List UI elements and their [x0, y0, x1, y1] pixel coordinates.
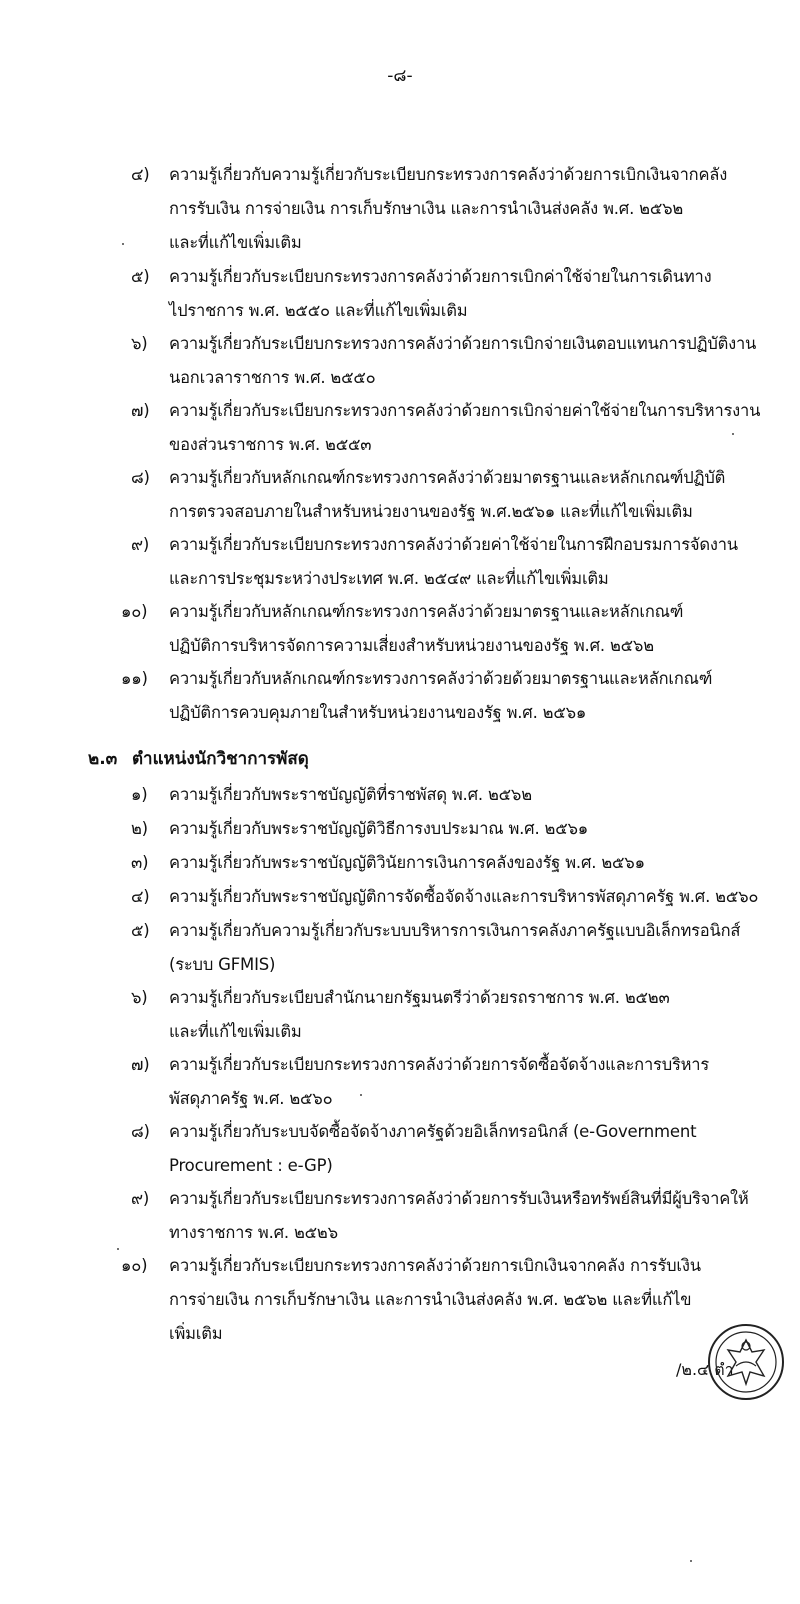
item-text-line: ความรู้เกี่ยวกับระเบียบกระทรวงการคลังว่าด้วยค่าใช้จ่ายในการฝึกอบรมการจัดงาน [169, 535, 738, 554]
item-text-line: ความรู้เกี่ยวกับระเบียบกระทรวงการคลังว่าด้วยการเบิกค่าใช้จ่ายในการเดินทาง [169, 267, 712, 286]
item-number: ๒) [131, 819, 148, 838]
item-number: ๖) [131, 988, 148, 1007]
item-number: ๔) [131, 887, 150, 906]
item-number: ๕) [131, 267, 150, 286]
list-item [131, 461, 791, 529]
list-item [131, 1115, 791, 1183]
item-text-line: ความรู้เกี่ยวกับระบบจัดซื้อจัดจ้างภาครัฐด้วยอิเล็กทรอนิกส์ (e-Government [169, 1122, 697, 1141]
page-number: -๘- [387, 66, 413, 86]
item-text-line: ของส่วนราชการ พ.ศ. ๒๕๕๓ [169, 435, 372, 454]
item-text-line: ความรู้เกี่ยวกับระเบียบสำนักนายกรัฐมนตรีว่าด้วยรถราชการ พ.ศ. ๒๕๒๓ [169, 988, 670, 1007]
item-text-line: ความรู้เกี่ยวกับระเบียบกระทรวงการคลังว่าด้วยการจัดซื้อจัดจ้างและการบริหาร [169, 1055, 710, 1074]
item-text-line: ความรู้เกี่ยวกับระเบียบกระทรวงการคลังว่าด้วยการเบิกเงินจากคลัง การรับเงิน [169, 1256, 701, 1275]
item-text-line: ความรู้เกี่ยวกับระเบียบกระทรวงการคลังว่าด้วยการรับเงินหรือทรัพย์สินที่มีผู้บริจาคให้ [169, 1189, 749, 1208]
item-text [169, 880, 791, 914]
item-text [169, 812, 791, 846]
item-text-line: นอกเวลาราชการ พ.ศ. ๒๕๕๐ [169, 368, 376, 387]
scan-speck [117, 1248, 119, 1250]
list-item [121, 1249, 791, 1351]
item-text-line: ความรู้เกี่ยวกับความรู้เกี่ยวกับระเบียบกระทรวงการคลังว่าด้วยการเบิกเงินจากคลัง [169, 165, 728, 184]
item-text [169, 461, 791, 529]
item-text-line: ความรู้เกี่ยวกับระเบียบกระทรวงการคลังว่าด้วยการเบิกจ่ายเงินตอบแทนการปฏิบัติงาน [169, 334, 757, 353]
item-text-line: ความรู้เกี่ยวกับพระราชบัญญัติที่ราชพัสดุ พ.ศ. ๒๕๖๒ [169, 785, 532, 804]
item-text-line: การตรวจสอบภายในสำหรับหน่วยงานของรัฐ พ.ศ.๒๕๖๑ และที่แก้ไขเพิ่มเติม [169, 502, 693, 521]
item-text-line: Procurement : e-GP) [169, 1156, 333, 1175]
item-text-line: ความรู้เกี่ยวกับความรู้เกี่ยวกับระบบบริหารการเงินการคลังภาครัฐแบบอิเล็กทรอนิกส์ [169, 921, 741, 940]
list-item [131, 812, 791, 846]
list-item [131, 528, 791, 596]
item-text-line: เพิ่มเติม [169, 1324, 223, 1343]
item-text [169, 846, 791, 880]
item-number: ๔) [131, 165, 150, 184]
item-text-line: ความรู้เกี่ยวกับพระราชบัญญัติวิธีการงบประมาณ พ.ศ. ๒๕๖๑ [169, 819, 589, 838]
list-item [131, 981, 791, 1049]
item-number: ๙) [131, 1189, 150, 1208]
item-text-line: ความรู้เกี่ยวกับหลักเกณฑ์กระทรวงการคลังว่าด้วยมาตรฐานและหลักเกณฑ์ปฏิบัติ [169, 468, 726, 487]
item-text-line: และที่แก้ไขเพิ่มเติม [169, 233, 302, 252]
item-number: ๓) [131, 853, 149, 872]
item-number: ๗) [131, 401, 150, 420]
list-item [131, 158, 791, 260]
list-item [131, 914, 791, 982]
item-text-line: การรับเงิน การจ่ายเงิน การเก็บรักษาเงิน และการนำเงินส่งคลัง พ.ศ. ๒๕๖๒ [169, 199, 684, 218]
item-text-line: ทางราชการ พ.ศ. ๒๕๒๖ [169, 1223, 338, 1242]
list-item [131, 778, 791, 812]
item-text-line: ปฏิบัติการควบคุมภายในสำหรับหน่วยงานของรัฐ พ.ศ. ๒๕๖๑ [169, 703, 587, 722]
item-text [169, 914, 791, 982]
item-number: ๕) [131, 921, 150, 940]
item-number: ๗) [131, 1055, 150, 1074]
list-item [131, 394, 791, 462]
list-item [131, 260, 791, 328]
item-text-line: ปฏิบัติการบริหารจัดการความเสี่ยงสำหรับหน่วยงานของรัฐ พ.ศ. ๒๕๖๒ [169, 636, 654, 655]
item-text [169, 528, 791, 596]
item-text-line: และที่แก้ไขเพิ่มเติม [169, 1022, 302, 1041]
scan-speck [732, 433, 734, 435]
section-heading [88, 742, 309, 776]
item-number: ๑๐) [121, 1256, 148, 1275]
item-number: ๖) [131, 334, 148, 353]
list-item [131, 1182, 791, 1250]
item-text [169, 981, 791, 1049]
list-item [131, 1048, 791, 1116]
item-number: ๑๑) [121, 669, 148, 688]
item-text [169, 595, 791, 663]
item-text [169, 394, 791, 462]
item-text-line: ความรู้เกี่ยวกับพระราชบัญญัติการจัดซื้อจัดจ้างและการบริหารพัสดุภาครัฐ พ.ศ. ๒๕๖๐ [169, 887, 759, 906]
item-text-line: ไปราชการ พ.ศ. ๒๕๕๐ และที่แก้ไขเพิ่มเติม [169, 301, 468, 320]
item-text [169, 1249, 791, 1351]
item-text-line: ความรู้เกี่ยวกับหลักเกณฑ์กระทรวงการคลังว่าด้วยด้วยมาตรฐานและหลักเกณฑ์ [169, 669, 713, 688]
list-item [121, 662, 791, 730]
item-number: ๑) [131, 785, 148, 804]
list-item [121, 595, 791, 663]
official-seal-stamp [706, 1322, 786, 1402]
item-text [169, 1182, 791, 1250]
item-text [169, 158, 791, 260]
item-number: ๙) [131, 535, 150, 554]
item-number: ๘) [131, 468, 150, 487]
item-number: ๘) [131, 1122, 150, 1141]
item-text-line: ความรู้เกี่ยวกับพระราชบัญญัติวินัยการเงินการคลังของรัฐ พ.ศ. ๒๕๖๑ [169, 853, 645, 872]
item-number: ๑๐) [121, 602, 148, 621]
continuation-reference: /๒.๔ ตำ [676, 1360, 734, 1379]
item-text [169, 1115, 791, 1183]
item-text [169, 662, 791, 730]
list-item [131, 846, 791, 880]
item-text [169, 260, 791, 328]
item-text-line: พัสดุภาครัฐ พ.ศ. ๒๕๖๐ [169, 1089, 333, 1108]
section-title: ตำแหน่งนักวิชาการพัสดุ [132, 749, 309, 769]
item-text-line: ความรู้เกี่ยวกับหลักเกณฑ์กระทรวงการคลังว่าด้วยมาตรฐานและหลักเกณฑ์ [169, 602, 684, 621]
scan-speck [690, 1560, 692, 1562]
item-text [169, 327, 791, 395]
list-item [131, 880, 791, 914]
item-text-line: การจ่ายเงิน การเก็บรักษาเงิน และการนำเงินส่งคลัง พ.ศ. ๒๕๖๒ และที่แก้ไข [169, 1290, 692, 1309]
scan-speck [122, 243, 124, 245]
section-number: ๒.๓ [88, 749, 118, 769]
item-text-line: (ระบบ GFMIS) [169, 955, 276, 974]
item-text [169, 778, 791, 812]
scan-speck [360, 1094, 362, 1096]
item-text-line: ความรู้เกี่ยวกับระเบียบกระทรวงการคลังว่าด้วยการเบิกจ่ายค่าใช้จ่ายในการบริหารงาน [169, 401, 761, 420]
list-item [131, 327, 791, 395]
item-text-line: และการประชุมระหว่างประเทศ พ.ศ. ๒๕๔๙ และที่แก้ไขเพิ่มเติม [169, 569, 609, 588]
item-text [169, 1048, 791, 1116]
